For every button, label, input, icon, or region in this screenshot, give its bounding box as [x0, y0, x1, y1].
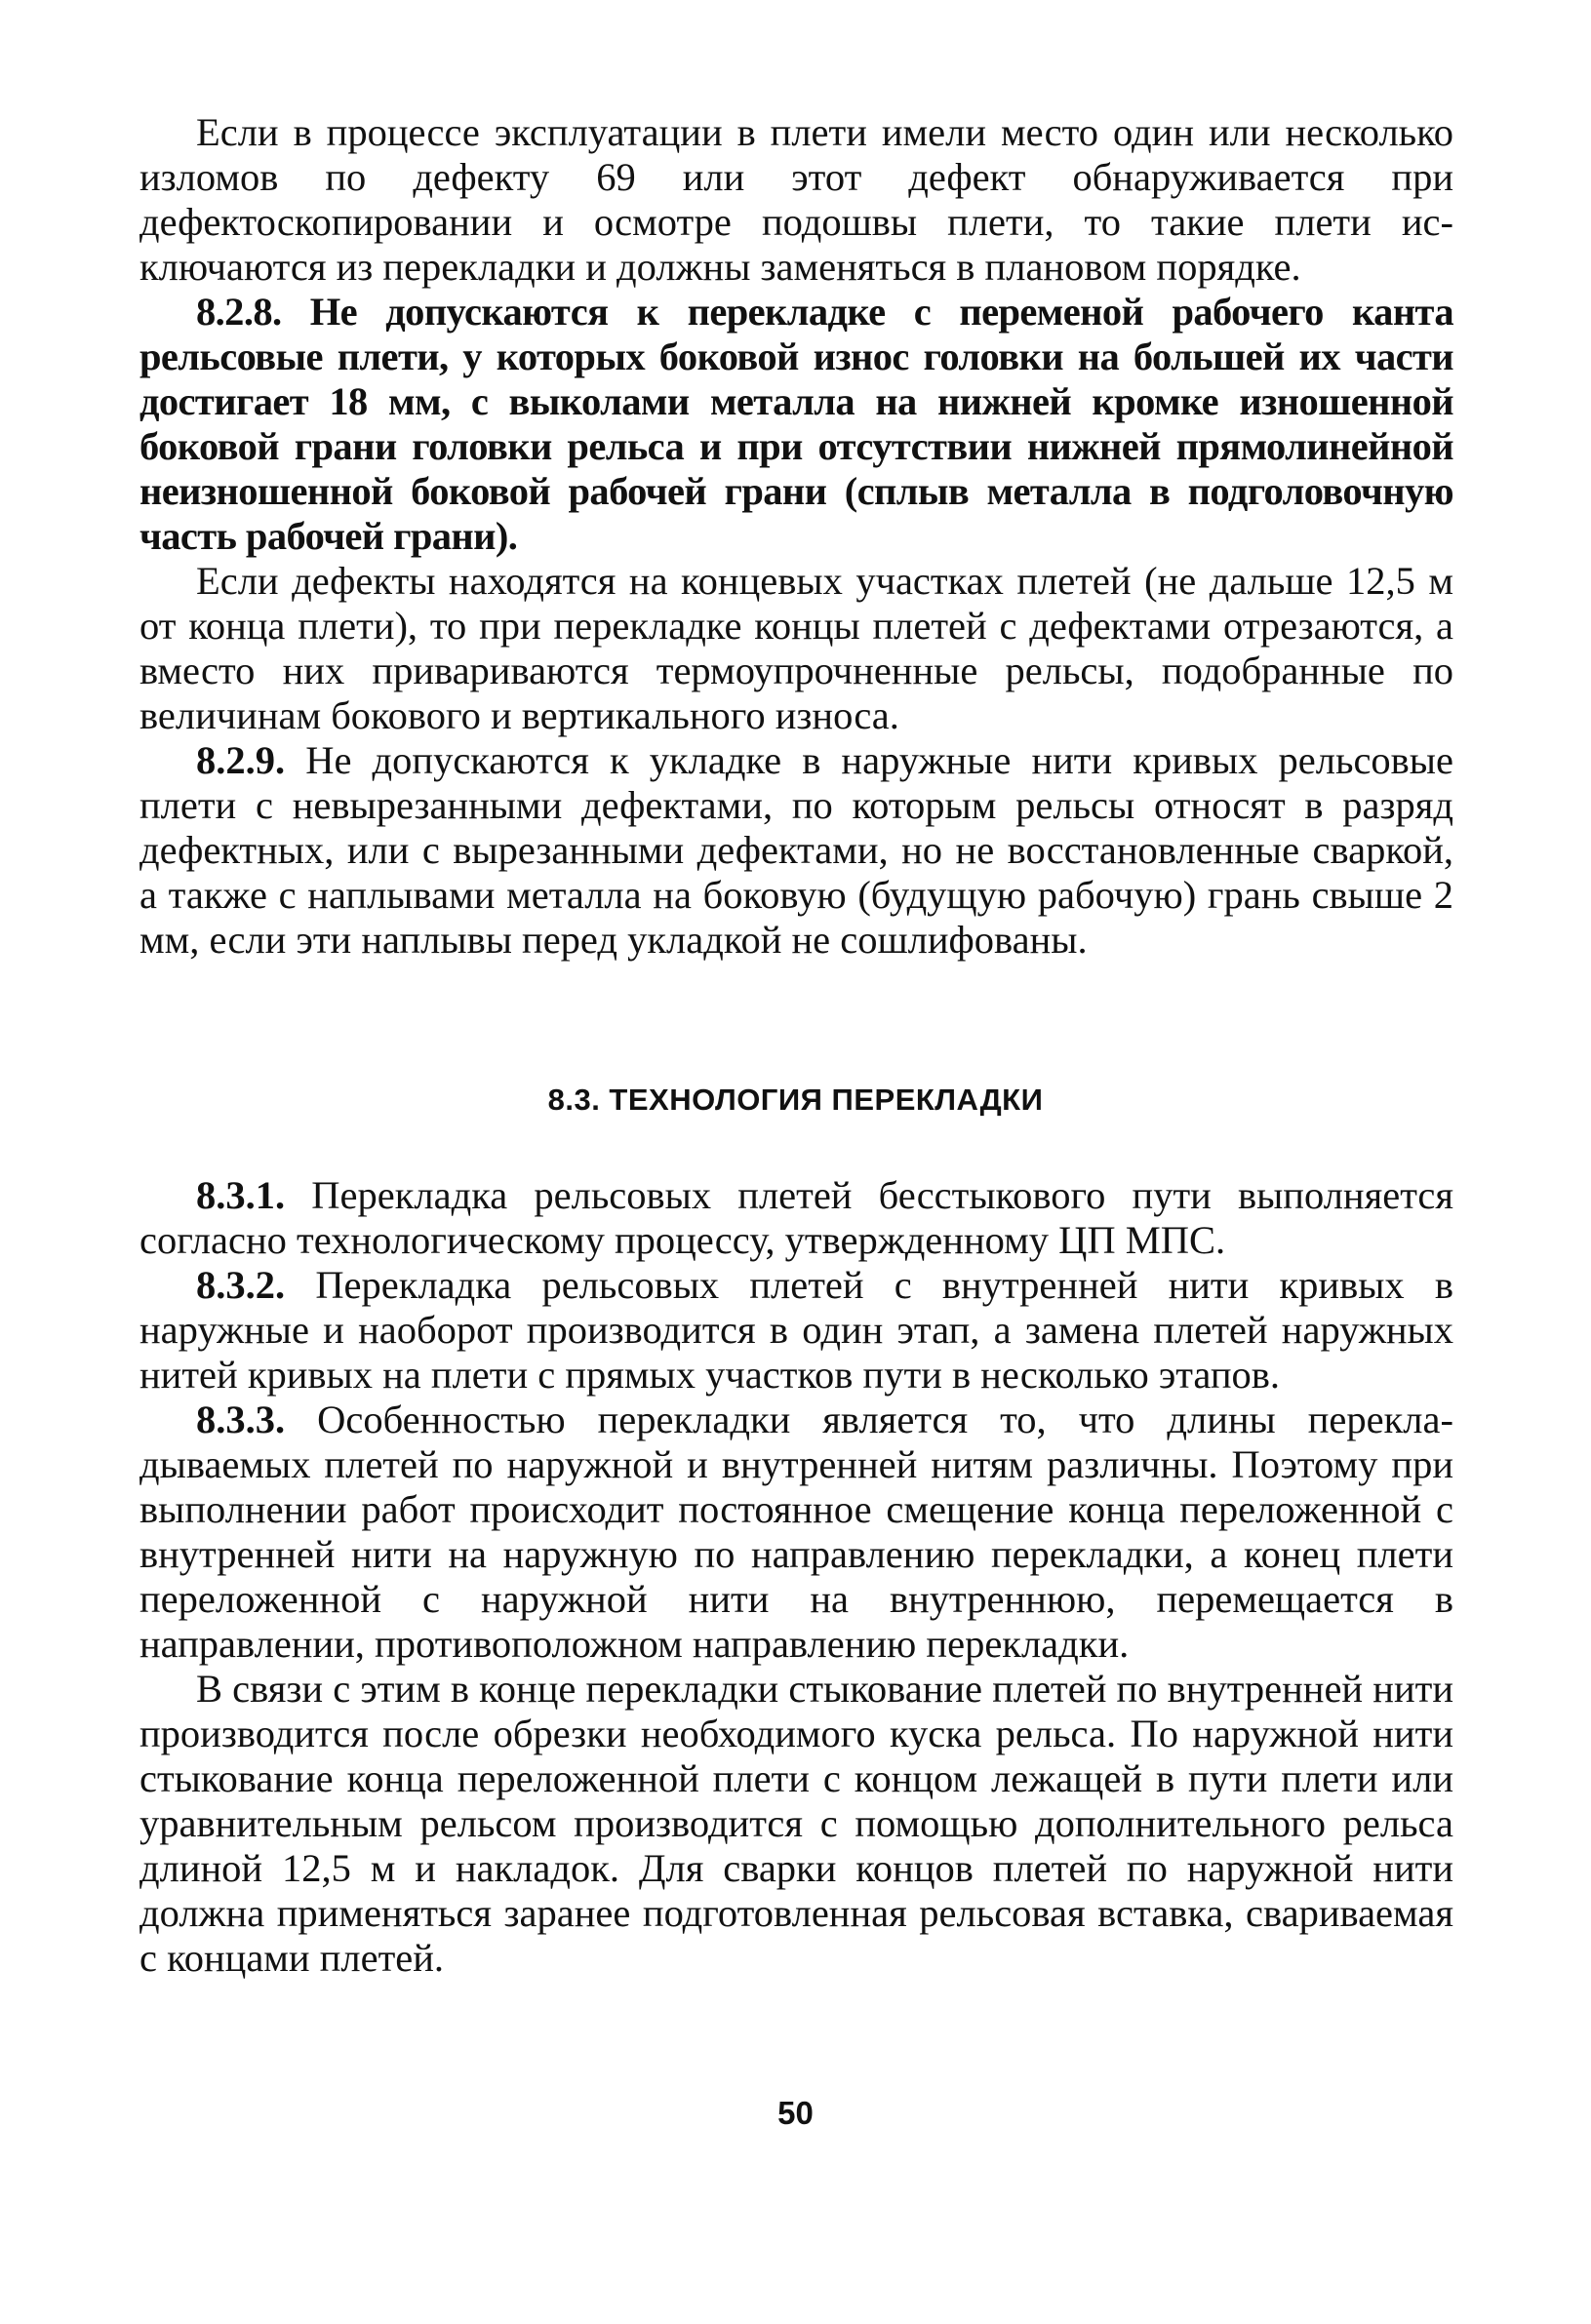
- paragraph-number: 8.2.8.: [196, 290, 282, 334]
- paragraph-8-2-9: [139, 738, 1453, 963]
- paragraph-8-3-3: [139, 1398, 1453, 1667]
- paragraph: [139, 1667, 1453, 1981]
- paragraph-text: Не допускаются к укладке в наружные нити кривых рельсовые плети с невырезанными дефектами, по которым рельсы относят в разряд дефектных, или с вырезанными дефектами, но не восстановленные сваркой, а также с наплывами металла на боковую (будущую рабочую) грань свыше 2 мм, если эти наплывы перед укладкой не сошлифованы.: [139, 738, 1453, 962]
- paragraph-number: 8.3.3.: [196, 1398, 286, 1441]
- paragraph-text: Перекладка рельсовых плетей с внутренней нити кривых в наружные и наоборот производится в один этап, а замена плетей наружных нитей кривых на плети с прямых участков пути в несколько этапов.: [139, 1263, 1453, 1397]
- paragraph: [139, 559, 1453, 738]
- section-heading: 8.3. ТЕХНОЛОГИЯ ПЕРЕКЛАДКИ: [547, 1083, 1044, 1117]
- paragraph-text: Если в процессе эксплуатации в плети имели место один или несколько изломов по дефекту 69 или этот дефект обнаруживается при дефектоскопировании и осмотре подошвы плети, то такие плети исключаются из перекладки и должны заменяться в плановом порядке.: [139, 110, 1453, 289]
- paragraph: [139, 110, 1453, 290]
- paragraph-text: Перекладка рельсовых плетей бесстыкового пути выполняется согласно технологическому процессу, утвержденному ЦП МПС.: [139, 1173, 1453, 1262]
- page-number: 50: [777, 2095, 814, 2131]
- text-block-top: [139, 110, 1453, 963]
- paragraph-text: Не допускаются к перекладке с переменой рабочего канта рельсовые плети, у которых боковой износ головки на большей их части достигает 18 мм, с выколами металла на нижней кромке изношенной боковой грани головки рельса и при отсутствии нижней прямолинейной неизношенной боковой рабочей грани (сплыв металла в подголовочную часть рабочей грани).: [139, 290, 1453, 558]
- text-block-bottom: [139, 1173, 1453, 1981]
- paragraph-number: 8.3.2.: [196, 1263, 286, 1307]
- paragraph-8-3-2: [139, 1263, 1453, 1398]
- paragraph-text: Если дефекты находятся на концевых участках плетей (не дальше 12,5 м от конца плети), то при перекладке концы плетей с дефектами отрезаются, а вместо них привариваются термоупрочненные рельсы, подобранные по величинам бокового и вертикального износа.: [139, 559, 1453, 737]
- paragraph-8-2-8: [139, 290, 1453, 559]
- paragraph-number: 8.3.1.: [196, 1173, 286, 1217]
- paragraph-number: 8.2.9.: [196, 738, 286, 782]
- paragraph-text: В связи с этим в конце перекладки стыкование плетей по внутренней нити производится после обрезки необходимого куска рельса. По наружной нити стыкование конца переложенной плети с концом лежащей в пути плети или уравнительным рельсом производится с помощью дополнительного рельса длиной 12,5 м и накладок. Для сварки концов плетей по наружной нити должна применяться заранее подготовленная рельсовая вставка, свариваемая с концами плетей.: [139, 1667, 1453, 1980]
- paragraph-8-3-1: [139, 1173, 1453, 1263]
- paragraph-text: Особенностью перекладки является то, что длины перекладываемых плетей по наружной и внутренней нитям различны. Поэтому при выполнении работ происходит постоянное смещение конца переложенной с внутренней нити на наружную по направлению перекладки, а конец плети переложенной с наружной нити на внутреннюю, перемещается в направлении, противоположном направлению перекладки.: [139, 1398, 1453, 1666]
